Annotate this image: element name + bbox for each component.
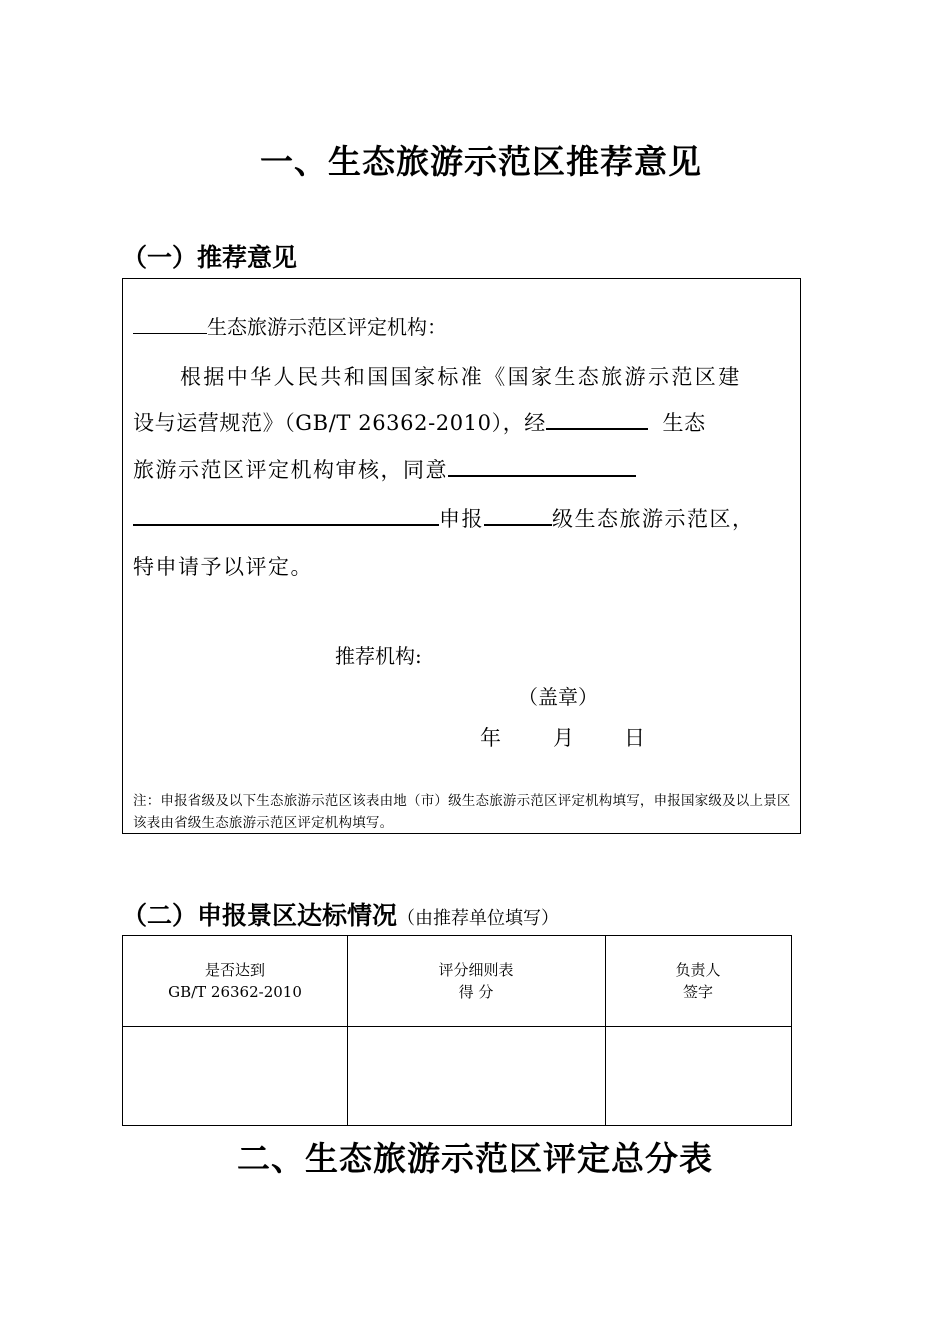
table-header-compliance <box>123 936 347 1026</box>
paragraph-text: 设与运营规范》（GB/T 26362-2010），经 <box>133 411 546 435</box>
section-heading-compliance <box>122 896 559 932</box>
applicant-blank-1[interactable] <box>448 455 636 477</box>
section-heading-recommendation: （一）推荐意见 <box>122 243 298 272</box>
header-text: 签字 <box>682 983 713 1001</box>
salutation-line <box>133 311 447 340</box>
section-heading-note: （由推荐单位填写） <box>397 908 560 929</box>
paragraph-text: 申报 <box>439 507 484 531</box>
compliance-table <box>122 935 792 1126</box>
page-title: 一、生态旅游示范区推荐意见 <box>260 142 702 181</box>
table-cell-compliance[interactable] <box>123 1027 347 1125</box>
date-line <box>480 722 645 752</box>
header-text: 评分细则表 <box>438 961 514 979</box>
paragraph-text: 旅游示范区评定机构审核，同意 <box>133 458 448 482</box>
recommender-label: 推荐机构: <box>335 644 422 668</box>
date-year: 年 <box>480 726 501 750</box>
paragraph-text: 级生态旅游示范区， <box>552 507 755 531</box>
paragraph-text: 生态 <box>662 411 706 435</box>
header-text: 是否达到 <box>204 961 265 979</box>
header-text: GB/T 26362-2010 <box>168 983 302 1001</box>
table-cell-score[interactable] <box>348 1027 605 1125</box>
table-header-score <box>347 936 605 1026</box>
paragraph-line-4 <box>133 503 755 533</box>
paragraph-line-2 <box>133 407 706 437</box>
agency-name-blank[interactable] <box>133 313 207 334</box>
footnote: 注：申报省级及以下生态旅游示范区该表由地（市）级生态旅游示范区评定机构填写，申报国家级及以上景区该表由省级生态旅游示范区评定机构填写。 <box>133 793 791 831</box>
paragraph-line-5: 特申请予以评定。 <box>133 555 313 579</box>
salutation-text: 生态旅游示范区评定机构： <box>207 315 447 339</box>
section-title-score-table: 二、生态旅游示范区评定总分表 <box>237 1139 713 1178</box>
table-cell-signature[interactable] <box>606 1027 791 1125</box>
recommendation-box <box>122 278 801 834</box>
paragraph-line-3 <box>133 454 636 484</box>
seal-label: （盖章） <box>518 685 598 709</box>
date-day: 日 <box>624 726 645 750</box>
level-blank[interactable] <box>484 504 552 526</box>
section-heading-text: （二）申报景区达标情况 <box>122 901 398 930</box>
applicant-blank-2[interactable] <box>133 504 439 526</box>
review-agency-blank[interactable] <box>546 408 648 430</box>
paragraph-line-1: 根据中华人民共和国国家标准《国家生态旅游示范区建 <box>180 365 742 389</box>
header-text: 负责人 <box>675 961 721 979</box>
header-text: 得 分 <box>458 983 494 1001</box>
date-month: 月 <box>553 726 574 750</box>
table-header-signature <box>605 936 791 1026</box>
